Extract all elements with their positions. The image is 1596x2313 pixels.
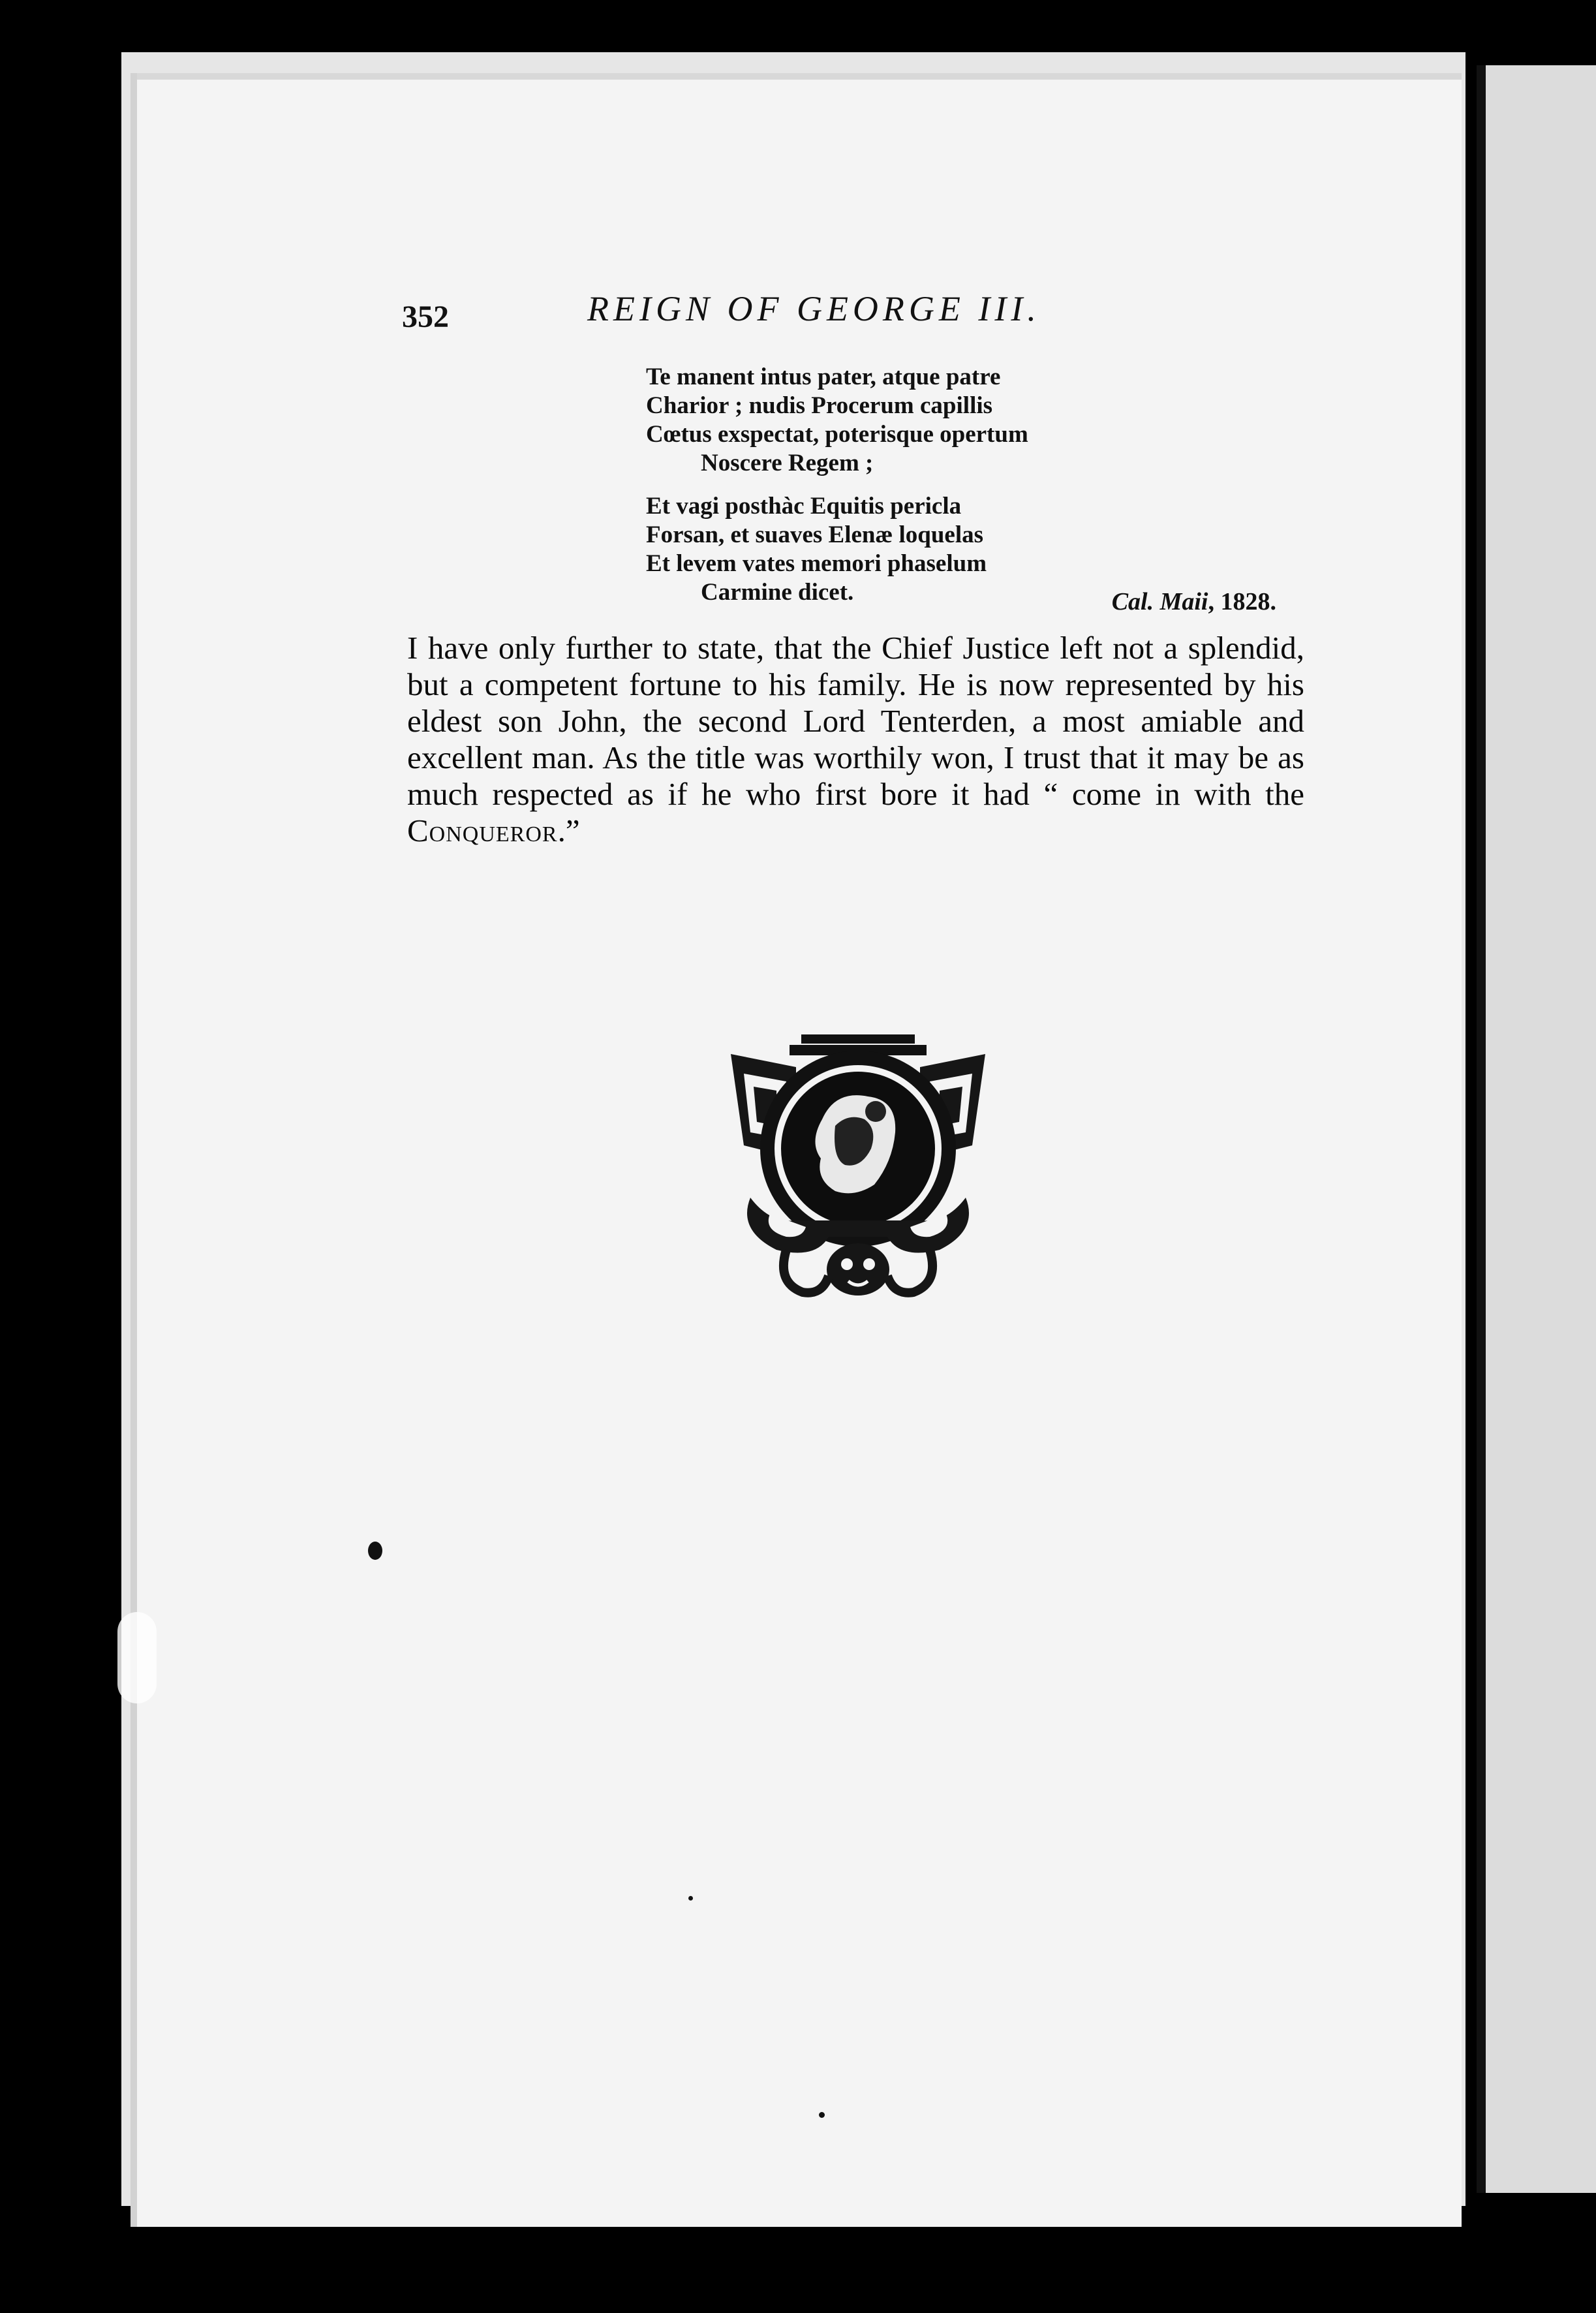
paragraph-text: I have only further to state, that the Chief Justice left not a splendid, but a competent fortune to his family. He is now represented by his eldest son John, the second Lord Tenterden, a most amiable and excellent man. As the title was worthily won, I trust that it may be as much respected as if he who first bore it had “ come in with the <box>407 630 1304 812</box>
verse-line: Te manent intus pater, atque patre <box>646 364 1001 390</box>
verse-date <box>1112 587 1276 616</box>
ink-speck <box>688 1896 693 1901</box>
verse-line: Charior ; nudis Procerum capillis <box>646 392 993 419</box>
stanza-break <box>646 478 1142 492</box>
verse-date-year: , 1828. <box>1208 588 1276 615</box>
verse-line: Carmine dicet. <box>701 579 854 606</box>
ink-speck <box>368 1542 382 1560</box>
verse-line: Cœtus exspectat, poterisque opertum <box>646 421 1028 448</box>
verse-line: Et levem vates memori phaselum <box>646 550 987 577</box>
heraldic-cartouche-ornament-icon <box>724 1034 992 1309</box>
paragraph-small-caps: Conqueror <box>407 813 558 848</box>
light-streak <box>117 1612 157 1703</box>
paragraph-end: .” <box>557 813 580 848</box>
verse-date-latin: Cal. Maii <box>1111 588 1208 615</box>
latin-verse <box>646 363 1142 607</box>
verse-line: Et vagi posthàc Equitis pericla <box>646 493 962 520</box>
verse-line: Noscere Regem ; <box>701 450 874 476</box>
next-page-edge <box>1477 65 1596 2193</box>
verse-line: Forsan, et suaves Elenæ loquelas <box>646 521 984 548</box>
ink-speck <box>819 2112 825 2118</box>
running-head: REIGN OF GEORGE III. <box>587 289 1041 328</box>
page-number: 352 <box>402 300 449 334</box>
closing-paragraph <box>407 630 1304 849</box>
